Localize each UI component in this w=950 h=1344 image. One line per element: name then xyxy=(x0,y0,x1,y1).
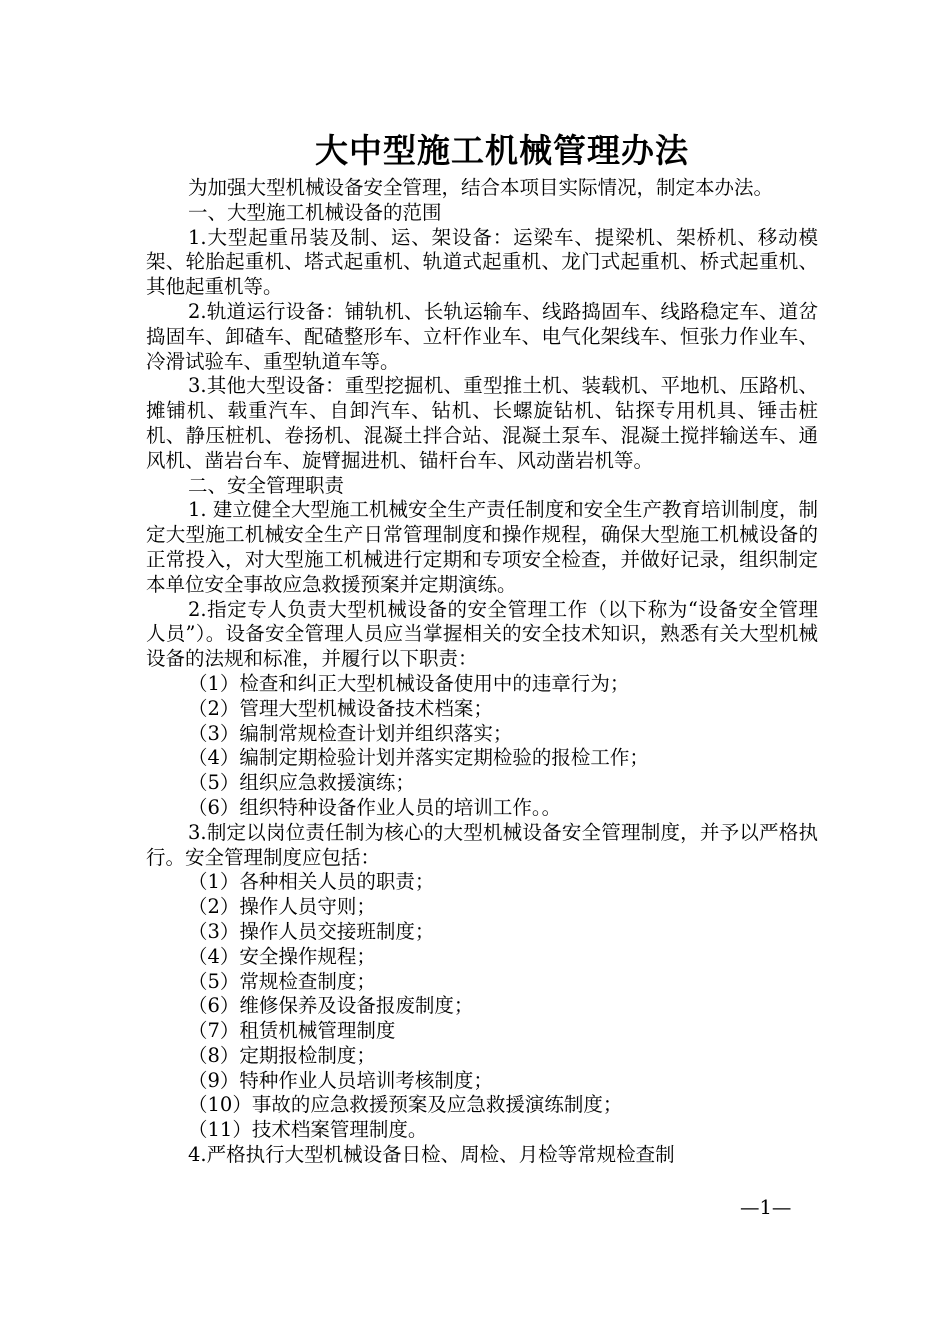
scope-item-lifting: 1.大型起重吊装及制、运、架设备：运梁车、提梁机、架桥机、移动模架、轮胎起重机、塔式起重机、轨道式起重机、龙门式起重机、桥式起重机、其他起重机等。 xyxy=(146,225,818,299)
system-list-item: （1）各种相关人员的职责； xyxy=(188,870,435,894)
system-list-item: （4）安全操作规程； xyxy=(188,944,376,968)
scope-item-other: 3.其他大型设备：重型挖掘机、重型推土机、装载机、平地机、压路机、摊铺机、载重汽车、自卸汽车、钻机、长螺旋钻机、钻探专用机具、锤击桩机、静压桩机、卷扬机、混凝土拌合站、混凝土泵车、混凝土搅拌输送车、通风机、凿岩台车、旋臂掘进机、锚杆台车、风动凿岩机等。 xyxy=(146,374,818,472)
duty-list-item: （3）编制常规检查计划并组织落实； xyxy=(188,721,513,745)
page-number: —1— xyxy=(740,1196,792,1219)
duty-paragraph-4: 4.严格执行大型机械设备日检、周检、月检等常规检查制 xyxy=(188,1143,675,1167)
intro-paragraph: 为加强大型机械设备安全管理，结合本项目实际情况，制定本办法。 xyxy=(188,176,774,199)
system-list-item: （6）维修保养及设备报废制度； xyxy=(188,994,474,1018)
system-list-item: （8）定期报检制度； xyxy=(188,1043,376,1067)
section-heading-scope: 一、大型施工机械设备的范围 xyxy=(188,200,442,224)
system-list-item: （9）特种作业人员培训考核制度； xyxy=(188,1068,493,1092)
scope-item-rail: 2.轨道运行设备：铺轨机、长轨运输车、线路捣固车、线路稳定车、道岔捣固车、卸碴车、配碴整形车、立杆作业车、电气化架线车、恒张力作业车、冷滑试验车、重型轨道车等。 xyxy=(146,299,818,373)
section-heading-duties: 二、安全管理职责 xyxy=(188,473,345,497)
document-title: 大中型施工机械管理办法 xyxy=(315,131,689,170)
duty-paragraph-2: 2.指定专人负责大型机械设备的安全管理工作（以下称为“设备安全管理人员”）。设备安全管理人员应当掌握相关的安全技术知识，熟悉有关大型机械设备的法规和标准，并履行以下职责： xyxy=(146,597,818,671)
system-list-item: （5）常规检查制度； xyxy=(188,969,376,993)
system-list-item: （11）技术档案管理制度。 xyxy=(188,1118,428,1142)
system-list-item: （7）租赁机械管理制度 xyxy=(188,1019,396,1043)
duty-paragraph-1: 1. 建立健全大型施工机械安全生产责任制度和安全生产教育培训制度，制定大型施工机械安全生产日常管理制度和操作规程，确保大型施工机械设备的正常投入，对大型施工机械进行定期和专项安全检查，并做好记录，组织制定本单位安全事故应急救援预案并定期演练。 xyxy=(146,498,818,596)
system-list-item: （10）事故的应急救援预案及应急救援演练制度； xyxy=(188,1093,623,1117)
system-list-item: （3）操作人员交接班制度； xyxy=(188,919,435,943)
duty-list-item: （4）编制定期检验计划并落实定期检验的报检工作； xyxy=(188,746,649,770)
duty-paragraph-3: 3.制定以岗位责任制为核心的大型机械设备安全管理制度，并予以严格执行。安全管理制度应包括： xyxy=(146,820,818,869)
duty-list-item: （1）检查和纠正大型机械设备使用中的违章行为； xyxy=(188,671,630,695)
duty-list-item: （5）组织应急救援演练； xyxy=(188,771,415,795)
document-page xyxy=(146,126,818,1168)
duty-list-item: （2）管理大型机械设备技术档案； xyxy=(188,696,493,720)
duty-list-item: （6）组织特种设备作业人员的培训工作。。 xyxy=(188,795,562,819)
system-list-item: （2）操作人员守则； xyxy=(188,895,376,919)
